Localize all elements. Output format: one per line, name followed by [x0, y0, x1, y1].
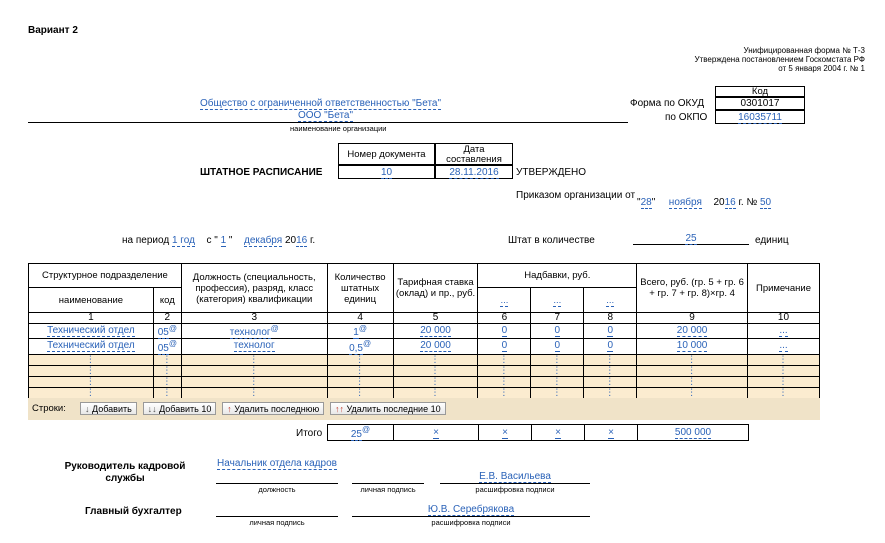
doc-num-label: Номер документа — [338, 143, 435, 165]
total-table: 25@ × × × × 500 000 — [327, 424, 749, 441]
bonus-col-2-value[interactable]: ... — [553, 294, 562, 306]
cell-b2[interactable]: 0 — [554, 325, 561, 337]
add-10-rows-button[interactable] — [143, 402, 217, 415]
delete-last-label: Удалить последнюю — [234, 404, 320, 414]
cap-position: должность — [258, 485, 296, 494]
org-short-name[interactable]: ООО "Бета" — [298, 110, 354, 121]
col-num: 1 — [29, 313, 154, 324]
h-note: Примечание — [747, 264, 819, 313]
form-note-line: от 5 января 2004 г. № 1 — [778, 64, 865, 73]
cell-b3[interactable]: 0 — [607, 325, 614, 337]
period-label: на период — [122, 235, 170, 246]
add-row-button[interactable] — [80, 402, 137, 415]
h-bonus: Надбавки, руб. — [478, 264, 637, 288]
code-header: Код — [715, 86, 805, 97]
bonus-col-1[interactable] — [478, 288, 531, 313]
form-note-line: Утверждена постановлением Госкомстата РФ — [694, 55, 865, 64]
cell-name[interactable]: Технический отдел — [47, 340, 135, 352]
okpo-label: по ОКПО — [665, 112, 708, 123]
cell-total[interactable]: 10 000 — [676, 340, 708, 352]
h-position: Должность (специальность, профессия), разряд, класс (категория) квалификации — [181, 264, 327, 313]
table-row: Технический отдел 05@ технолог 0,5@ 20 000 0 0 0 10 000 ... — [29, 339, 820, 354]
bonus-col-2[interactable] — [531, 288, 584, 313]
period-from: с " — [206, 235, 218, 246]
col-num: 8 — [584, 313, 637, 324]
chief-acc-label: Главный бухгалтер — [85, 506, 182, 517]
double-arrow-up-icon: ↑↑ — [335, 404, 344, 414]
period-year-suffix: г. — [310, 235, 316, 246]
chief-name[interactable]: Ю.В. Серебрякова — [427, 504, 515, 515]
hr-position[interactable]: Начальник отдела кадров — [217, 458, 337, 469]
col-num: 5 — [393, 313, 478, 324]
h-total: Всего, руб. (гр. 5 + гр. 6 + гр. 7 + гр. 8)×гр. 4 — [637, 264, 748, 313]
h-name: наименование — [29, 288, 154, 313]
total-x-b3[interactable]: × — [608, 426, 614, 438]
staff-box[interactable] — [633, 233, 749, 245]
table-row[interactable]: ⋮ ⋮ ⋮ ⋮ ⋮ ⋮ ⋮ ⋮ ⋮ ⋮ — [29, 387, 820, 398]
add-10-label: Добавить 10 — [159, 404, 212, 414]
doc-date-box[interactable] — [435, 165, 513, 179]
hr-head-label: Руководитель кадровой службы — [64, 461, 186, 484]
cell-count[interactable]: 1 — [353, 327, 359, 339]
staff-value[interactable]: 25 — [685, 233, 697, 244]
order-year-prefix: 20 — [713, 197, 725, 208]
total-x-b1[interactable]: × — [502, 426, 508, 438]
col-num: 3 — [181, 313, 327, 324]
doc-date-value[interactable]: 28.11.2016 — [449, 167, 499, 178]
cell-total[interactable]: 20 000 — [676, 325, 708, 337]
cell-note[interactable]: ... — [779, 340, 788, 352]
staff-table — [28, 263, 820, 399]
order-day[interactable]: 28 — [640, 197, 652, 208]
h-dept: Структурное подразделение — [29, 264, 182, 288]
cap-sign-hr: личная подпись — [360, 485, 416, 494]
period-month[interactable]: декабря — [244, 235, 283, 246]
table-row: Технический отдел 05@ технолог@ 1@ 20 000 0 0 0 20 000 ... — [29, 324, 820, 339]
order-label: Приказом организации от — [516, 190, 636, 201]
cell-b1[interactable]: 0 — [501, 340, 508, 352]
total-x-rate[interactable]: × — [433, 426, 439, 438]
col-num: 4 — [327, 313, 393, 324]
total-label: Итого — [296, 428, 323, 439]
delete-last-10-button[interactable] — [330, 402, 446, 415]
h-count: Количество штатных единиц — [327, 264, 393, 313]
period-year[interactable]: 16 — [296, 235, 308, 246]
delete-last-button[interactable] — [222, 402, 324, 415]
delete-last-10-label: Удалить последние 10 — [346, 404, 441, 414]
col-num: 6 — [478, 313, 531, 324]
hr-name-box[interactable] — [440, 471, 590, 482]
period-day[interactable]: 1 — [220, 235, 227, 246]
col-num: 10 — [747, 313, 819, 324]
doc-num-box[interactable] — [338, 165, 435, 179]
h-code: код — [153, 288, 181, 313]
cell-b2[interactable]: 0 — [554, 340, 561, 352]
cell-note[interactable]: ... — [779, 325, 788, 337]
total-x-b2[interactable]: × — [555, 426, 561, 438]
okud-label: Форма по ОКУД — [630, 98, 705, 109]
cell-b1[interactable]: 0 — [501, 325, 508, 337]
order-year-suffix: г. № — [738, 197, 758, 208]
okud-value: 0301017 — [715, 97, 805, 110]
okpo-box[interactable] — [715, 110, 805, 124]
chief-name-box[interactable] — [352, 504, 590, 515]
period-line: на период 1 год с " 1 " декабря 2016 г. — [122, 235, 316, 246]
cell-rate[interactable]: 20 000 — [420, 340, 451, 352]
cap-decode-hr: расшифровка подписи — [475, 485, 555, 494]
staff-label: Штат в количестве — [508, 235, 595, 246]
total-sum[interactable]: 500 000 — [674, 426, 712, 438]
cell-code[interactable]: 05 — [157, 342, 169, 354]
period-year-prefix: 20 — [284, 235, 297, 246]
cap-decode-chief: расшифровка подписи — [431, 518, 511, 527]
h-rate: Тарифная ставка (оклад) и пр., руб. — [393, 264, 478, 313]
rows-label: Строки: — [32, 403, 66, 414]
variant-label: Вариант 2 — [28, 25, 78, 36]
cell-position[interactable]: технолог — [229, 327, 271, 339]
cell-code[interactable]: 05 — [157, 327, 169, 339]
doc-num-value[interactable]: 10 — [380, 167, 393, 178]
cell-position[interactable]: технолог — [233, 340, 275, 352]
bonus-col-1-value[interactable]: ... — [500, 294, 509, 306]
bonus-col-3-value[interactable]: ... — [606, 294, 615, 306]
bonus-col-3[interactable] — [584, 288, 637, 313]
add-row-label: Добавить — [92, 404, 132, 414]
period-value[interactable]: 1 год — [171, 235, 195, 246]
total-count[interactable]: 25 — [350, 428, 362, 440]
order-year[interactable]: 16 — [724, 197, 736, 208]
cell-b3[interactable]: 0 — [607, 340, 614, 352]
doc-title: ШТАТНОЕ РАСПИСАНИЕ — [200, 167, 323, 178]
cell-name[interactable]: Технический отдел — [47, 325, 135, 337]
cell-rate[interactable]: 20 000 — [420, 325, 451, 337]
table-row[interactable]: ⋮ ⋮ ⋮ ⋮ ⋮ ⋮ ⋮ ⋮ ⋮ ⋮ — [29, 376, 820, 387]
col-num: 7 — [531, 313, 584, 324]
table-row[interactable]: ⋮ ⋮ ⋮ ⋮ ⋮ ⋮ ⋮ ⋮ ⋮ ⋮ — [29, 354, 820, 365]
org-full-name[interactable]: Общество с ограниченной ответственностью "Бета" — [200, 98, 442, 109]
col-num: 2 — [153, 313, 181, 324]
table-row[interactable]: ⋮ ⋮ ⋮ ⋮ ⋮ ⋮ ⋮ ⋮ ⋮ ⋮ — [29, 365, 820, 376]
okpo-value[interactable]: 16035711 — [738, 112, 782, 123]
order-date: "28" ноября 2016 г. № 50 — [637, 197, 772, 208]
cell-count[interactable]: 0,5 — [349, 342, 363, 354]
order-number[interactable]: 50 — [759, 197, 772, 208]
form-note — [695, 46, 865, 73]
org-caption: наименование организации — [290, 124, 387, 133]
double-arrow-down-icon: ↓↓ — [147, 404, 157, 414]
hr-name[interactable]: Е.В. Васильева — [479, 471, 551, 482]
arrow-up-icon: ↑ — [227, 404, 232, 414]
approved-label: УТВЕРЖДЕНО — [516, 167, 587, 178]
rows-toolbar — [28, 398, 820, 420]
hr-position-box[interactable] — [216, 458, 338, 470]
staff-units: единиц — [755, 235, 789, 246]
form-note-line: Унифицированная форма № Т-3 — [743, 46, 865, 55]
col-num: 9 — [637, 313, 748, 324]
cap-sign-chief: личная подпись — [249, 518, 305, 527]
doc-date-label: Дата составления — [435, 143, 513, 165]
arrow-down-icon: ↓ — [85, 404, 90, 414]
order-month[interactable]: ноября — [668, 197, 702, 208]
